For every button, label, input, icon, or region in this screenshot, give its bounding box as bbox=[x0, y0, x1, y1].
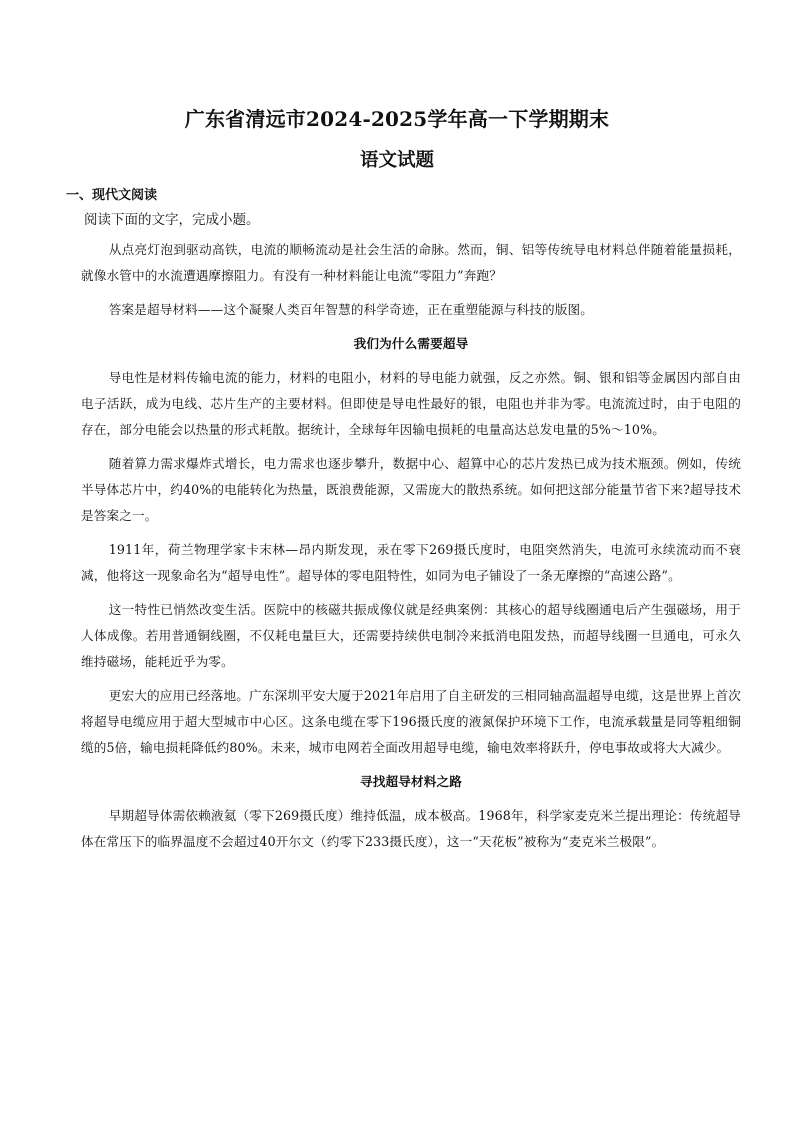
paragraph-7: 更宏大的应用已经落地。广东深圳平安大厦于2021年启用了自主研发的三相同轴高温超导电缆，这是世界上首次将超导电缆应用于超大型城市中心区。这条电缆在零下196摄氏度的液氮保护环境下工作，电流承载量是同等粗细铜缆的5倍，输电损耗降低约80%。未来，城市电网若全面改用超导电缆，输电效率将跃升，停电事故或将大大减少。 bbox=[81, 688, 741, 755]
paragraph-5: 1911年，荷兰物理学家卡末林—昂内斯发现，汞在零下269摄氏度时，电阻突然消失，电流可永续流动而不衰减，他将这一现象命名为“超导电性”。超导体的零电阻特性，如同为电子铺设了一条无摩擦的“高速公路”。 bbox=[81, 542, 741, 583]
paragraph-6: 这一特性已悄然改变生活。医院中的核磁共振成像仪就是经典案例：其核心的超导线圈通电后产生强磁场，用于人体成像。若用普通铜线圈，不仅耗电量巨大，还需要持续供电制冷来抵消电阻发热，而超导线圈一旦通电，可永久维持磁场，能耗近乎为零。 bbox=[81, 602, 741, 669]
paragraph-3: 导电性是材料传输电流的能力，材料的电阻小，材料的导电能力就强，反之亦然。铜、银和铝等金属因内部自由电子活跃，成为电线、芯片生产的主要材料。但即使是导电性最好的银，电阻也并非为零。电流流过时，由于电阻的存在，部分电能会以热量的形式耗散。据统计，全球每年因输电损耗的电量高达总发电量的5%～10%。 bbox=[81, 370, 741, 437]
instruction-text: 阅读下面的文字，完成小题。 bbox=[84, 212, 260, 228]
page-title: 广东省清远市2024-2025学年高一下学期期末 bbox=[184, 107, 610, 131]
paragraph-8: 早期超导体需依赖液氦（零下269摄氏度）维持低温，成本极高。1968年，科学家麦克米兰提出理论：传统超导体在常压下的临界温度不会超过40开尔文（约零下233摄氏度），这一“天花板”被称为“麦克米兰极限”。 bbox=[81, 808, 741, 849]
page-subtitle: 语文试题 bbox=[359, 150, 434, 171]
paragraph-4: 随着算力需求爆炸式增长，电力需求也逐步攀升，数据中心、超算中心的芯片发热已成为技术瓶颈。例如，传统半导体芯片中，约40%的电能转化为热量，既浪费能源，又需庞大的散热系统。如何把这部分能量节省下来?超导技术是答案之一。 bbox=[81, 456, 741, 523]
article-body bbox=[81, 237, 741, 863]
article-subheading-2: 寻找超导材料之路 bbox=[360, 774, 462, 789]
section-heading: 一、现代文阅读 bbox=[66, 188, 158, 203]
paragraph-2: 答案是超导材料——这个凝聚人类百年智慧的科学奇迹，正在重塑能源与科技的版图。 bbox=[108, 302, 593, 317]
article-subheading-1: 我们为什么需要超导 bbox=[353, 336, 469, 351]
paragraph-1: 从点亮灯泡到驱动高铁，电流的顺畅流动是社会生活的命脉。然而，铜、铝等传统导电材料总伴随着能量损耗，就像水管中的水流遭遇摩擦阻力。有没有一种材料能让电流“零阻力”奔跑？ bbox=[81, 242, 741, 283]
